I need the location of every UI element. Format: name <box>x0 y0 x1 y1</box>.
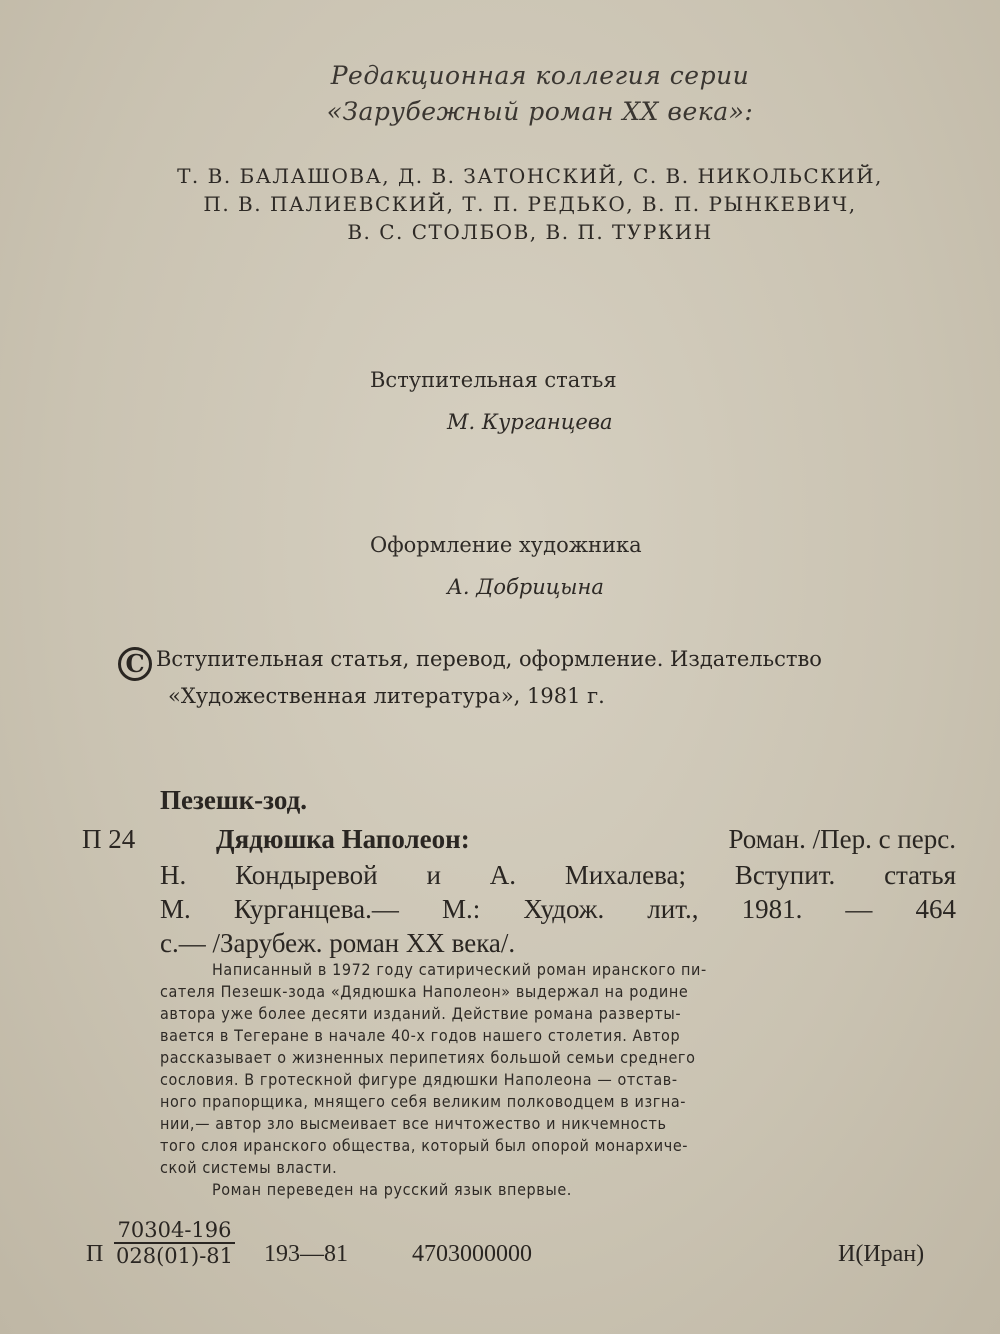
annotation-line-1: Написанный в 1972 году сатирический роман иранского пи- <box>212 960 707 979</box>
copyright-line-2: «Художественная литература», 1981 г. <box>168 684 605 708</box>
copyright-notice <box>118 644 822 711</box>
bibliographic-line-4: с.— /Зарубеж. роман XX века/. <box>160 928 516 958</box>
intro-article-label: Вступительная статья <box>370 368 617 392</box>
footer-fraction <box>114 1218 235 1268</box>
annotation-line-7: ного прапорщика, мнящего себя великим полководцем в изгна- <box>160 1092 687 1111</box>
copyright-icon: C <box>118 647 152 681</box>
editors-line-2: П. В. ПАЛИЕВСКИЙ, Т. П. РЕДЬКО, В. П. РЫНКЕВИЧ, <box>203 192 857 216</box>
intro-article-author: М. Курганцева <box>447 410 613 434</box>
annotation-line-6: сословия. В гротескной фигуре дядюшки Наполеона — отстав- <box>160 1070 678 1089</box>
annotation-line-4: вается в Тегеране в начале 40-х годов нашего столетия. Автор <box>160 1026 681 1045</box>
bibliographic-line-1-rest: Роман. /Пер. с перс. <box>728 824 956 854</box>
footer-prefix: П <box>86 1241 104 1267</box>
series-title-line-1: Редакционная коллегия серии <box>330 61 750 90</box>
annotation-line-8: нии,— автор зло высмеивает все ничтожество и никчемность <box>160 1114 667 1133</box>
bibliographic-author: Пезешк-зод. <box>160 785 307 815</box>
editors-line-1: Т. В. БАЛАШОВА, Д. В. ЗАТОНСКИЙ, С. В. НИКОЛЬСКИЙ, <box>177 164 883 188</box>
book-title: Дядюшка Наполеон: <box>216 824 470 854</box>
footer-fraction-numerator: 70304-196 <box>114 1218 235 1244</box>
bibliographic-line-1 <box>216 824 956 855</box>
annotation-line-10: ской системы власти. <box>160 1158 338 1177</box>
design-label: Оформление художника <box>370 533 642 557</box>
annotation-line-5: рассказывает о жизненных перипетиях большой семьи среднего <box>160 1048 696 1067</box>
annotation-line-2: сателя Пезешк-зода «Дядюшка Наполеон» выдержал на родине <box>160 982 689 1001</box>
editors-list <box>0 162 1000 246</box>
series-title-line-2: «Зарубежный роман XX века»: <box>326 97 754 126</box>
design-artist: А. Добрицына <box>447 575 604 599</box>
bibliographic-line-2: Н. Кондыревой и А. Михалева; Вступит. статья <box>160 860 956 890</box>
footer-code-1: 193—81 <box>264 1241 348 1267</box>
annotation-line-11: Роман переведен на русский язык впервые. <box>212 1180 572 1199</box>
series-editorial-board-title <box>0 58 1000 130</box>
bibliographic-index: П 24 <box>82 824 136 854</box>
editors-line-3: В. С. СТОЛБОВ, В. П. ТУРКИН <box>347 220 713 244</box>
footer-fraction-denominator: 028(01)-81 <box>116 1244 234 1268</box>
annotation-line-9: того слоя иранского общества, который был опорой монархиче- <box>160 1136 689 1155</box>
bibliographic-line-3: М. Курганцева.— М.: Худож. лит., 1981. — 464 <box>160 894 956 924</box>
footer-classification: И(Иран) <box>838 1241 925 1267</box>
annotation-line-3: автора уже более десяти изданий. Действие романа разверты- <box>160 1004 682 1023</box>
copyright-line-1: Вступительная статья, перевод, оформление. Издательство <box>156 647 822 671</box>
footer-code-2: 4703000000 <box>412 1241 532 1267</box>
